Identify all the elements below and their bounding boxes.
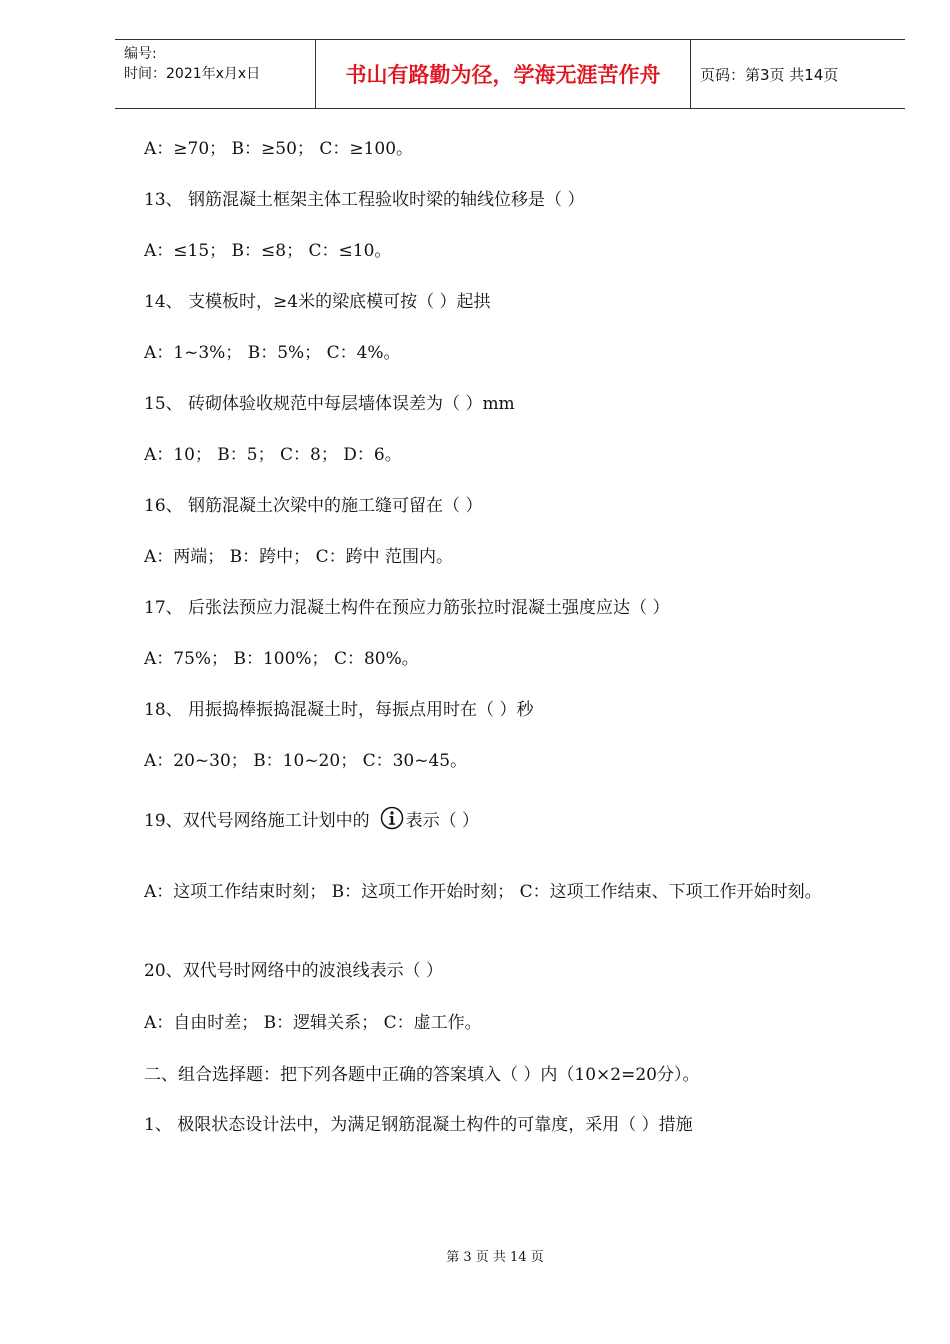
q17-options: A：75%； B：100%； C：80%。 [144,649,419,669]
q19-question [144,806,479,832]
q18-options: A：20~30； B：10~20； C：30~45。 [144,751,468,771]
motto: 书山有路勤为径，学海无涯苦作舟 [345,62,661,87]
q20-question: 20、双代号时网络中的波浪线表示（ ） [144,961,444,981]
q15-options: A：10； B：5； C：8； D：6。 [144,445,402,465]
q18-question: 18、 用振捣棒振捣混凝土时，每振点用时在（ ）秒 [144,700,534,720]
header-motto-cell [316,40,691,108]
q16-options: A：两端； B：跨中； C：跨中 范围内。 [144,547,453,567]
q19-text-before: 19、双代号网络施工计划中的 [144,811,370,831]
q14-question: 14、 支模板时，≥4米的梁底模可按（ ）起拱 [144,292,491,312]
section2-heading: 二、组合选择题：把下列各题中正确的答案填入（ ）内（10×2=20分）。 [144,1065,700,1085]
s2-q1-question: 1、 极限状态设计法中，为满足钢筋混凝土构件的可靠度，采用（ ）措施 [144,1115,693,1135]
page-info: 页码：第3页 共14页 [700,65,839,84]
q15-question: 15、 砖砌体验收规范中每层墙体误差为（ ）mm [144,394,515,414]
page-header [115,39,905,109]
time-label: 时间：2021年x月x日 [124,66,261,82]
q12-options: A：≥70； B：≥50； C：≥100。 [144,139,414,159]
header-meta-cell [115,40,316,108]
q16-question: 16、 钢筋混凝土次梁中的施工缝可留在（ ） [144,496,483,516]
q19-options: A：这项工作结束时刻； B：这项工作开始时刻； C：这项工作结束、下项工作开始时刻。 [144,882,822,902]
circle-i-icon [380,806,404,830]
q19-text-after: 表示（ ） [405,811,480,831]
number-label: 编号: [124,46,157,62]
q13-options: A：≤15； B：≤8； C：≤10。 [144,241,392,261]
q20-options: A：自由时差； B：逻辑关系； C：虚工作。 [144,1013,482,1033]
header-page-cell [691,40,905,108]
q14-options: A：1~3%； B：5%； C：4%。 [144,343,401,363]
q13-question: 13、 钢筋混凝土框架主体工程验收时梁的轴线位移是（ ） [144,190,585,210]
page-footer: 第 3 页 共 14 页 [446,1250,544,1265]
q17-question: 17、 后张法预应力混凝土构件在预应力筋张拉时混凝土强度应达（ ） [144,598,670,618]
